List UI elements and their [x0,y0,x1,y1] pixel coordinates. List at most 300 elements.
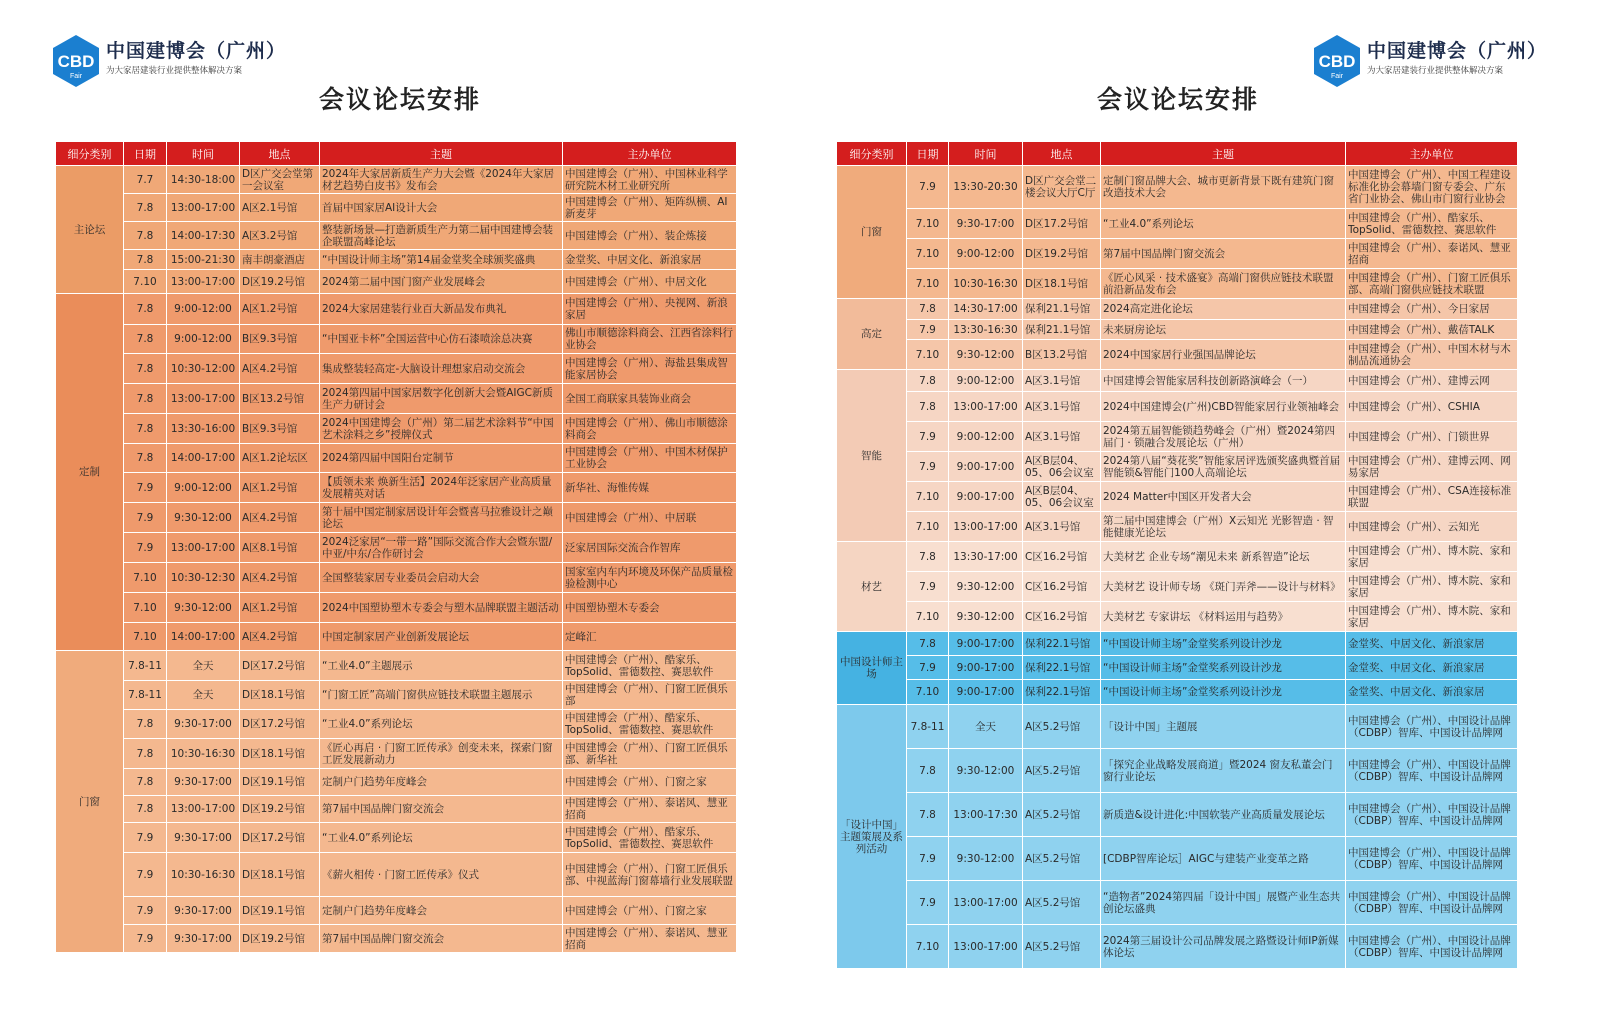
date-cell: 7.9 [124,823,167,853]
topic-cell: 2024中国建博会(广州)CBD智能家居行业领袖峰会 [1101,392,1346,422]
table-row [837,680,1518,705]
host-cell: 金堂奖、中居文化、新浪家居 [1346,680,1518,705]
topic-cell: 2024年大家居新质生产力大会暨《2024年大家居材艺趋势白皮书》发布会 [320,166,563,194]
time-cell: 9:00-17:00 [949,656,1023,680]
time-cell: 10:30-16:30 [949,269,1023,299]
topic-cell: “工业4.0”主题展示 [320,651,563,681]
venue-cell: D区17.2号馆 [240,710,320,739]
topic-cell: 2024中国建博会（广州）第二届艺术涂料节“中国艺术涂料之乡”授牌仪式 [320,414,563,444]
host-cell: 中国建博会（广州）、中国木材保护工业协会 [563,444,737,473]
venue-cell: A区1.2号馆 [240,593,320,623]
venue-cell: D区19.1号馆 [240,769,320,796]
topic-cell: 2024大家居建装行业百大新品发布典礼 [320,294,563,325]
time-cell: 13:00-17:00 [949,392,1023,422]
time-cell: 14:00-17:00 [167,623,240,651]
host-cell: 新华社、海惟传媒 [563,473,737,503]
time-cell: 14:30-18:00 [167,166,240,194]
table-row [837,572,1518,602]
time-cell: 13:00-17:00 [167,533,240,563]
venue-cell: C区16.2号馆 [1023,602,1101,632]
topic-cell: 「设计中国」主题展 [1101,705,1346,749]
category-cell: 智能 [837,370,907,542]
table-row [837,482,1518,512]
host-cell: 中国建博会（广州）、中国设计品牌（CDBP）智库、中国设计品牌网 [1346,925,1518,969]
time-cell: 9:30-17:00 [167,897,240,925]
table-row [56,325,737,354]
logo-mark-text: CBD [1318,52,1356,71]
table-row [56,222,737,250]
table-row [837,299,1518,320]
topic-cell: 2024高定进化论坛 [1101,299,1346,320]
topic-cell: 大美材艺 设计师专场 《斑门弄斧——设计与材料》 [1101,572,1346,602]
date-cell: 7.10 [907,340,949,370]
host-cell: 泛家居国际交流合作智库 [563,533,737,563]
host-cell: 中国建博会（广州）、中国设计品牌（CDBP）智库、中国设计品牌网 [1346,837,1518,881]
host-cell: 金堂奖、中居文化、新浪家居 [563,250,737,270]
table-row [56,294,737,325]
topic-cell: 定制户门趋势年度峰会 [320,897,563,925]
time-cell: 9:30-17:00 [167,925,240,953]
date-cell: 7.8 [907,749,949,793]
host-cell: 中国建博会（广州）、门窗之家 [563,897,737,925]
venue-cell: A区3.1号馆 [1023,370,1101,392]
host-cell: 中国建博会（广州）、戴蓓TALK [1346,320,1518,340]
date-cell: 7.10 [907,209,949,239]
venue-cell: A区3.1号馆 [1023,512,1101,542]
table-row [56,823,737,853]
table-row [837,602,1518,632]
time-cell: 9:30-17:00 [949,209,1023,239]
host-cell: 中国建博会（广州）、门窗工匠俱乐部、中视蓝海门窗幕墙行业发展联盟 [563,853,737,897]
topic-cell: 《匠心再启 · 门窗工匠传承》创变未来，探索门窗工匠发展新动力 [320,739,563,769]
brand-name: 中国建博会（广州） [106,40,287,62]
date-cell: 7.10 [124,593,167,623]
date-cell: 7.9 [124,533,167,563]
time-cell: 9:30-17:00 [167,823,240,853]
time-cell: 9:00-17:00 [949,680,1023,705]
table-row [56,444,737,473]
table-row [56,651,737,681]
category-cell: 「设计中国」主题策展及系列活动 [837,705,907,969]
venue-cell: A区1.2号馆 [240,473,320,503]
table-row [56,270,737,294]
time-cell: 9:30-17:00 [167,769,240,796]
topic-cell: 首届中国家居AI设计大会 [320,194,563,222]
venue-cell: A区8.1号馆 [240,533,320,563]
time-cell: 9:30-12:00 [949,602,1023,632]
host-cell: 中国建博会（广州）、博木院、家和家居 [1346,602,1518,632]
date-cell: 7.8 [907,370,949,392]
table-row [837,269,1518,299]
table-row [837,422,1518,452]
host-cell: 中国建博会（广州）、矩阵纵横、AI新麦芽 [563,194,737,222]
host-cell: 中国建博会（广州）、装企炼接 [563,222,737,250]
venue-cell: A区5.2号馆 [1023,837,1101,881]
time-cell: 13:00-17:00 [949,512,1023,542]
brand-tagline: 为大家居建装行业提供整体解决方案 [106,66,243,76]
topic-cell: 2024第八届“葵花奖”智能家居评选颁奖盛典暨首届智能锁&智能门100人高端论坛 [1101,452,1346,482]
time-cell: 10:30-16:30 [167,853,240,897]
table-row [837,320,1518,340]
host-cell: 中国建博会（广州）、门窗工匠俱乐部、高端门窗供应链技术联盟 [1346,269,1518,299]
brand-name: 中国建博会（广州） [1367,40,1548,62]
time-cell: 9:00-12:00 [167,473,240,503]
topic-cell: 「探究企业战略发展商道」暨2024 窗友私董会门窗行业论坛 [1101,749,1346,793]
topic-cell: 定制户门趋势年度峰会 [320,769,563,796]
topic-cell: “中国设计师主场”金堂奖系列设计沙龙 [1101,680,1346,705]
time-cell: 9:00-12:00 [167,294,240,325]
venue-cell: D区19.1号馆 [240,897,320,925]
date-cell: 7.9 [907,166,949,209]
table-row [56,473,737,503]
time-cell: 9:30-12:00 [167,593,240,623]
time-cell: 9:30-17:00 [167,710,240,739]
host-cell: 中国建博会（广州）、建博云网、网易家居 [1346,452,1518,482]
table-row [56,769,737,796]
host-cell: 中国建博会（广州）、中居联 [563,503,737,533]
venue-cell: A区1.2号馆 [240,294,320,325]
host-cell: 中国建博会（广州）、中国木材与木制品流通协会 [1346,340,1518,370]
cbd-hexagon-icon [1311,33,1363,89]
host-cell: 中国建博会（广州）、泰诺风、慧亚招商 [563,796,737,823]
topic-cell: 第二届中国建博会（广州）X云知光 光影智造 · 智能健康光论坛 [1101,512,1346,542]
table-header-row [56,142,737,166]
topic-cell: “门窗工匠”高端门窗供应链技术联盟主题展示 [320,681,563,710]
venue-cell: 保利22.1号馆 [1023,680,1101,705]
table-row [56,853,737,897]
host-cell: 全国工商联家具装饰业商会 [563,384,737,414]
date-cell: 7.8 [124,250,167,270]
venue-cell: 保利22.1号馆 [1023,632,1101,656]
venue-cell: D区18.1号馆 [240,681,320,710]
topic-cell: 2024中国家居行业强国品牌论坛 [1101,340,1346,370]
topic-cell: 整装新场景—打造新质生产力第二届中国建博会装企联盟高峰论坛 [320,222,563,250]
host-cell: 定峰汇 [563,623,737,651]
time-cell: 14:30-17:00 [949,299,1023,320]
host-cell: 中国建博会（广州）、中居文化 [563,270,737,294]
topic-cell: 2024第四届中国家居数字化创新大会暨AIGC新质生产力研讨会 [320,384,563,414]
time-cell: 9:00-12:00 [949,422,1023,452]
col-header-time: 时间 [949,142,1023,166]
date-cell: 7.10 [907,925,949,969]
date-cell: 7.8 [124,414,167,444]
venue-cell: D区17.2号馆 [240,823,320,853]
table-header-row [837,142,1518,166]
topic-cell: 《薪火相传 · 门窗工匠传承》仪式 [320,853,563,897]
venue-cell: A区5.2号馆 [1023,925,1101,969]
host-cell: 中国建博会（广州）、酷家乐、TopSolid、雷德数控、赛思软件 [563,651,737,681]
time-cell: 9:00-17:00 [949,632,1023,656]
host-cell: 中国建博会（广州）、门窗之家 [563,769,737,796]
brand-tagline: 为大家居建装行业提供整体解决方案 [1367,66,1504,76]
category-cell: 高定 [837,299,907,370]
time-cell: 9:30-12:00 [949,340,1023,370]
col-header-date: 日期 [907,142,949,166]
topic-cell: 第7届中国品牌门窗交流会 [320,925,563,953]
venue-cell: C区16.2号馆 [1023,572,1101,602]
time-cell: 10:30-16:30 [167,739,240,769]
topic-cell: 【质领未来 焕新生活】2024年泛家居产业高质量发展精英对话 [320,473,563,503]
date-cell: 7.8 [124,354,167,384]
date-cell: 7.8 [907,793,949,837]
venue-cell: B区9.3号馆 [240,325,320,354]
host-cell: 中国建博会（广州）、中国设计品牌（CDBP）智库、中国设计品牌网 [1346,793,1518,837]
topic-cell: 大美材艺 企业专场“潮见未来 新系智造”论坛 [1101,542,1346,572]
time-cell: 9:30-12:00 [949,837,1023,881]
category-cell: 主论坛 [56,166,124,294]
topic-cell: 中国建博会智能家居科技创新路演峰会（一） [1101,370,1346,392]
venue-cell: A区5.2号馆 [1023,881,1101,925]
table-row [837,166,1518,209]
time-cell: 9:00-12:00 [949,370,1023,392]
topic-cell: 集成整装轻高定-大脑设计理想家启动交流会 [320,354,563,384]
table-row [837,370,1518,392]
topic-cell: 大美材艺 专家讲坛 《材料运用与趋势》 [1101,602,1346,632]
host-cell: 佛山市顺德涂料商会、江西省涂料行业协会 [563,325,737,354]
topic-cell: “中国设计师主场”第14届金堂奖全球颁奖盛典 [320,250,563,270]
page-title: 会议论坛安排 [1096,85,1259,114]
table-row [56,194,737,222]
time-cell: 10:30-12:30 [167,563,240,593]
venue-cell: D区广交会堂二楼会议大厅C厅 [1023,166,1101,209]
topic-cell: 定制门窗品牌大会、城市更新背景下既有建筑门窗改造技术大会 [1101,166,1346,209]
table-row [837,392,1518,422]
date-cell: 7.9 [907,881,949,925]
col-header-time: 时间 [167,142,240,166]
category-cell: 门窗 [56,651,124,953]
host-cell: 中国建博会（广州）、建博云网 [1346,370,1518,392]
time-cell: 全天 [167,651,240,681]
time-cell: 13:30-16:30 [949,320,1023,340]
host-cell: 中国建博会（广州）、佛山市顺德涂料商会 [563,414,737,444]
host-cell: 中国建博会（广州）、中国设计品牌（CDBP）智库、中国设计品牌网 [1346,881,1518,925]
topic-cell: 2024第三届设计公司品牌发展之路暨设计师IP新媒体论坛 [1101,925,1346,969]
topic-cell: 2024第五届智能锁趋势峰会（广州）暨2024第四届门 · 锁融合发展论坛（广州） [1101,422,1346,452]
time-cell: 13:00-17:00 [167,194,240,222]
table-row [837,452,1518,482]
date-cell: 7.8 [124,194,167,222]
table-row [56,739,737,769]
date-cell: 7.10 [907,602,949,632]
time-cell: 9:00-12:00 [949,239,1023,269]
date-cell: 7.10 [124,270,167,294]
venue-cell: A区4.2号馆 [240,623,320,651]
table-row [56,593,737,623]
page-title: 会议论坛安排 [318,85,481,114]
date-cell: 7.10 [907,512,949,542]
table-row [837,925,1518,969]
time-cell: 13:00-17:00 [167,384,240,414]
time-cell: 9:30-12:00 [167,503,240,533]
date-cell: 7.10 [124,623,167,651]
date-cell: 7.8 [124,294,167,325]
date-cell: 7.9 [907,422,949,452]
col-header-date: 日期 [124,142,167,166]
venue-cell: D区19.2号馆 [1023,239,1101,269]
category-cell: 中国设计师主场 [837,632,907,705]
topic-cell: 第7届中国品牌门窗交流会 [1101,239,1346,269]
host-cell: 中国建博会（广州）、门锁世界 [1346,422,1518,452]
venue-cell: A区4.2号馆 [240,563,320,593]
col-header-venue: 地点 [1023,142,1101,166]
category-cell: 定制 [56,294,124,651]
venue-cell: A区5.2号馆 [1023,793,1101,837]
host-cell: 中国建博会（广州）、CSHIA [1346,392,1518,422]
topic-cell: 2024 Matter中国区开发者大会 [1101,482,1346,512]
date-cell: 7.9 [907,837,949,881]
logo-mark-text: CBD [57,52,95,71]
time-cell: 13:00-17:00 [949,881,1023,925]
date-cell: 7.8 [907,392,949,422]
topic-cell: “工业4.0”系列论坛 [320,823,563,853]
venue-cell: A区3.1号馆 [1023,422,1101,452]
date-cell: 7.9 [907,656,949,680]
col-header-topic: 主题 [320,142,563,166]
time-cell: 13:00-17:00 [167,270,240,294]
date-cell: 7.8 [907,632,949,656]
table-row [56,250,737,270]
venue-cell: D区17.2号馆 [240,651,320,681]
venue-cell: B区13.2号馆 [240,384,320,414]
table-row [837,239,1518,269]
table-row [56,897,737,925]
time-cell: 9:30-12:00 [949,749,1023,793]
date-cell: 7.8 [124,384,167,414]
table-row [56,384,737,414]
date-cell: 7.9 [907,572,949,602]
table-row [56,796,737,823]
table-row [56,354,737,384]
table-row [837,542,1518,572]
venue-cell: D区18.1号馆 [240,853,320,897]
table-row [56,563,737,593]
topic-cell: 2024第二届中国门窗产业发展峰会 [320,270,563,294]
venue-cell: A区5.2号馆 [1023,749,1101,793]
time-cell: 13:00-17:00 [167,796,240,823]
date-cell: 7.8 [124,710,167,739]
table-row [56,681,737,710]
venue-cell: D区17.2号馆 [1023,209,1101,239]
venue-cell: A区4.2号馆 [240,354,320,384]
time-cell: 13:30-16:00 [167,414,240,444]
time-cell: 13:30-20:30 [949,166,1023,209]
table-row [837,793,1518,837]
venue-cell: A区4.2号馆 [240,503,320,533]
schedule-table [836,141,1518,969]
table-row [837,512,1518,542]
date-cell: 7.8 [124,444,167,473]
table-row [837,656,1518,680]
date-cell: 7.9 [124,897,167,925]
date-cell: 7.10 [124,563,167,593]
host-cell: 中国建博会（广州）、泰诺风、慧亚招商 [1346,239,1518,269]
venue-cell: 南丰朗豪酒店 [240,250,320,270]
table-row [837,632,1518,656]
topic-cell: 新质造&设计进化:中国软装产业高质量发展论坛 [1101,793,1346,837]
host-cell: 中国建博会（广州）、中国设计品牌（CDBP）智库、中国设计品牌网 [1346,705,1518,749]
venue-cell: A区B层04、05、06会议室 [1023,452,1101,482]
date-cell: 7.8-11 [124,681,167,710]
table-row [56,925,737,953]
time-cell: 13:30-17:00 [949,542,1023,572]
table-row [56,623,737,651]
logo-mark-sub: Fair [1330,73,1344,80]
topic-cell: 2024第四届中国阳台定制节 [320,444,563,473]
date-cell: 7.7 [124,166,167,194]
host-cell: 中国建博会（广州）、酷家乐、TopSolid、雷德数控、赛思软件 [563,710,737,739]
table-row [56,503,737,533]
col-header-category: 细分类别 [56,142,124,166]
host-cell: 中国建博会（广州）、酷家乐、TopSolid、雷德数控、赛思软件 [1346,209,1518,239]
venue-cell: A区1.2论坛区 [240,444,320,473]
host-cell: 中国建博会（广州）、云知光 [1346,512,1518,542]
venue-cell: 保利21.1号馆 [1023,320,1101,340]
topic-cell: “工业4.0”系列论坛 [320,710,563,739]
topic-cell: “中国亚卡杯”全国运营中心仿石漆喷涂总决赛 [320,325,563,354]
time-cell: 15:00-21:30 [167,250,240,270]
date-cell: 7.9 [124,925,167,953]
table-row [56,533,737,563]
topic-cell: 第十届中国定制家居设计年会暨喜马拉雅设计之巅论坛 [320,503,563,533]
date-cell: 7.9 [124,473,167,503]
table-row [837,881,1518,925]
table-row [56,166,737,194]
venue-cell: 保利22.1号馆 [1023,656,1101,680]
venue-cell: A区3.1号馆 [1023,392,1101,422]
time-cell: 13:00-17:00 [949,925,1023,969]
schedule-table [55,141,737,953]
topic-cell: [CDBP智库论坛］AIGC与建装产业变革之路 [1101,837,1346,881]
host-cell: 中国建博会（广州）、门窗工匠俱乐部 [563,681,737,710]
schedule-page-right [800,0,1600,1025]
category-cell: 材艺 [837,542,907,632]
venue-cell: A区5.2号馆 [1023,705,1101,749]
col-header-category: 细分类别 [837,142,907,166]
time-cell: 14:00-17:30 [167,222,240,250]
table-row [837,340,1518,370]
venue-cell: C区16.2号馆 [1023,542,1101,572]
table-row [837,837,1518,881]
date-cell: 7.8 [124,769,167,796]
date-cell: 7.10 [907,269,949,299]
host-cell: 中国建博会（广州）、海盐县集成智能家居协会 [563,354,737,384]
host-cell: 中国建博会（广州）、今日家居 [1346,299,1518,320]
venue-cell: D区18.1号馆 [240,739,320,769]
date-cell: 7.9 [907,452,949,482]
topic-cell: 《匠心风采 · 技术盛宴》高端门窗供应链技术联盟前沿新品发布会 [1101,269,1346,299]
table-row [837,749,1518,793]
time-cell: 14:00-17:00 [167,444,240,473]
venue-cell: A区3.2号馆 [240,222,320,250]
time-cell: 9:00-17:00 [949,482,1023,512]
host-cell: 金堂奖、中居文化、新浪家居 [1346,656,1518,680]
topic-cell: 中国定制家居产业创新发展论坛 [320,623,563,651]
date-cell: 7.10 [907,239,949,269]
host-cell: 中国建博会（广州）、央视网、新浪家居 [563,294,737,325]
date-cell: 7.9 [124,853,167,897]
date-cell: 7.8 [124,739,167,769]
cbd-hexagon-icon [50,33,102,89]
host-cell: 金堂奖、中居文化、新浪家居 [1346,632,1518,656]
venue-cell: A区2.1号馆 [240,194,320,222]
time-cell: 9:00-12:00 [167,325,240,354]
topic-cell: “中国设计师主场”金堂奖系列设计沙龙 [1101,656,1346,680]
host-cell: 中国建博会（广州）、CSA连接标准联盟 [1346,482,1518,512]
venue-cell: D区18.1号馆 [1023,269,1101,299]
table-row [837,209,1518,239]
host-cell: 中国建博会（广州）、中国工程建设标准化协会幕墙门窗专委会、广东省门业协会、佛山市门窗行业协会 [1346,166,1518,209]
time-cell: 9:30-12:00 [949,572,1023,602]
